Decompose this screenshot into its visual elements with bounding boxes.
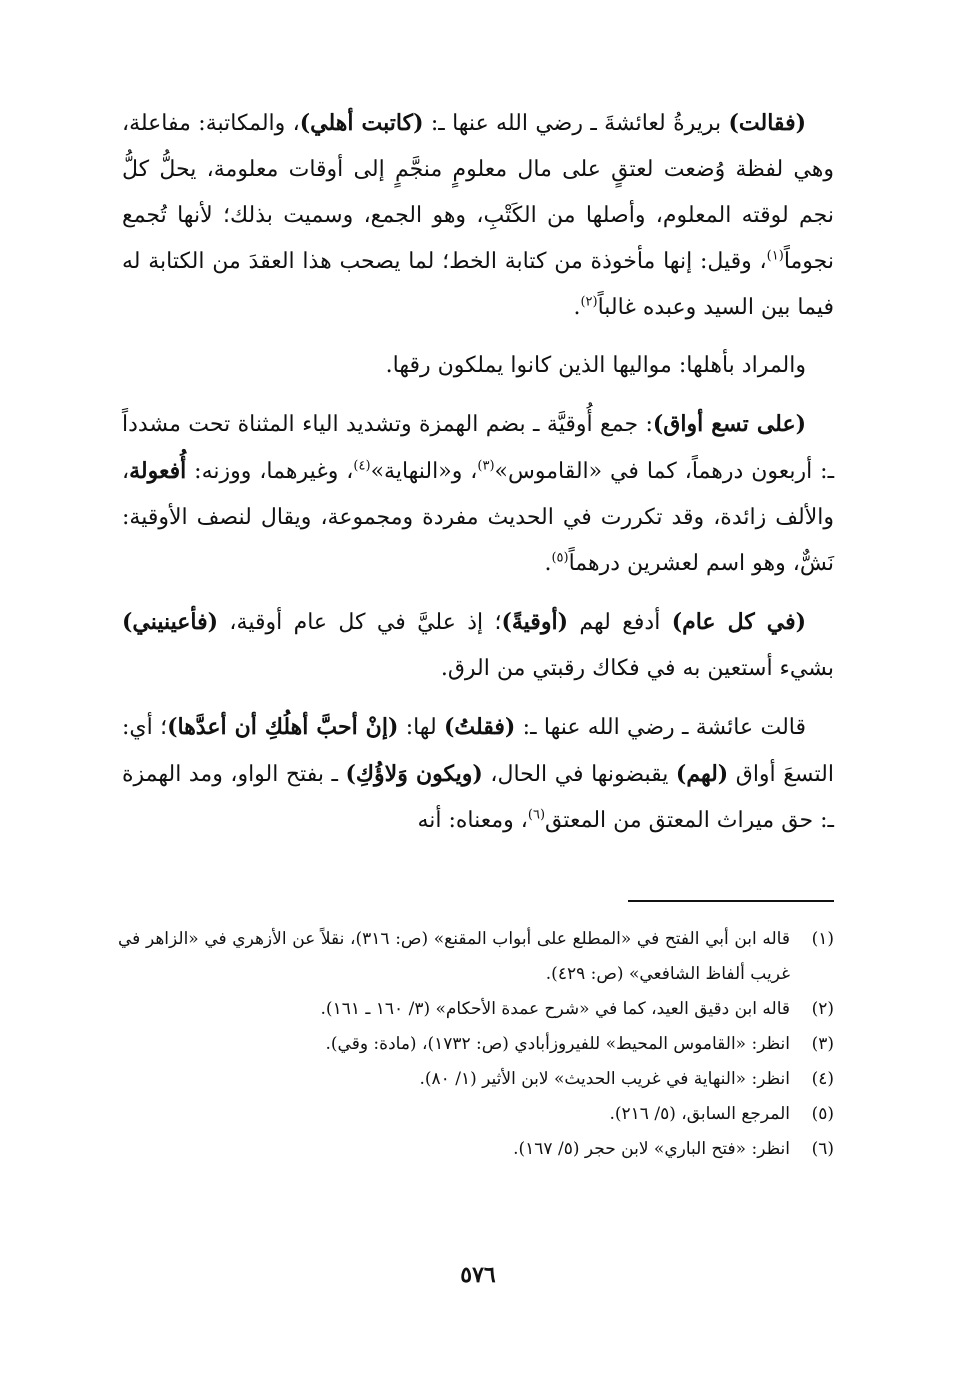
footnote-ref-5[interactable]: (٥): [551, 550, 569, 566]
footnote-text: المرجع السابق، (٥/ ٢١٦).: [609, 1104, 790, 1124]
quote-wa-yakun-walauki: (ويكون وَلاؤُكِ): [345, 761, 483, 787]
text-run: ، والمكاتبة: مفاعلة، وهي لفظة وُضعت لعتقٍ على مال معلومٍ منجَّمٍ إلى أوقات معلومة، يحلُّ كلُّ نجم لوقته المعلوم، وأصلها من الكَتْبِ، وهو الجمع، وسميت بذلك؛ لأنها تُجمع نجوماً: [122, 111, 834, 274]
paragraph-3: [122, 401, 834, 587]
text-run: ، ومعناه: أنه: [417, 808, 528, 833]
text-run: يقبضونها في الحال،: [482, 762, 676, 787]
quote-tis-awaq: (على تسع أواق): [652, 411, 806, 437]
text-run: والمراد بأهلها: مواليها الذين كانوا يملكون رقها.: [385, 353, 806, 378]
text-run: ، و«النهاية»: [370, 459, 478, 484]
quote-fainini: (فأعينيني): [122, 609, 219, 635]
footnote-2: [118, 992, 834, 1027]
footnote-number: (٤): [811, 1069, 834, 1089]
footnote-1: [118, 922, 834, 992]
footnote-3: [118, 1027, 834, 1062]
text-run: ، وقيل: إنها مأخوذة من كتابة الخط؛ لما يصحب هذا العقدَ من الكتابة له فيما بين السيد وعبده غالباً: [122, 249, 834, 320]
footnote-ref-1[interactable]: (١): [766, 248, 784, 264]
quote-katabat-ahli: (كاتبت أهلي): [299, 110, 424, 136]
footnote-6: [118, 1132, 834, 1167]
term-ufula: أُفعولة: [129, 458, 187, 484]
footnote-text: انظر: «فتح الباري» لابن حجر (٥/ ١٦٧).: [513, 1139, 790, 1159]
paragraph-2: [122, 343, 834, 389]
footnote-ref-2[interactable]: (٢): [580, 294, 598, 310]
footnote-text: انظر: «النهاية في غريب الحديث» لابن الأثير (١/ ٨٠).: [419, 1069, 790, 1089]
footnote-number: (٦): [811, 1139, 834, 1159]
footnote-text: انظر: «القاموس المحيط» للفيروزأبادي (ص: ١٧٣٢)، (مادة: وقي).: [325, 1034, 790, 1054]
footnote-separator: [628, 900, 834, 902]
footnote-ref-6[interactable]: (٦): [527, 807, 546, 823]
text-run: .: [544, 551, 552, 576]
quote-uqiyatan: (أوقيةً): [501, 609, 568, 635]
page-number: ٥٧٦: [460, 1262, 496, 1288]
quote-lahum: (لهم): [675, 761, 729, 787]
text-run: لها:: [398, 715, 444, 740]
footnote-ref-3[interactable]: (٣): [477, 458, 495, 474]
paragraph-4: [122, 599, 834, 692]
footnote-number: (٢): [811, 999, 834, 1019]
text-run: ، وغيرهما، ووزنه:: [186, 459, 354, 484]
footnote-text: قاله ابن دقيق العيد، كما في «شرح عمدة الأحكام» (٣/ ١٦٠ ـ ١٦١).: [320, 999, 790, 1019]
quote-in-ahabba: (إنْ أحبَّ أهلُكِ أن أعدَّها): [167, 714, 399, 740]
footnote-ref-4[interactable]: (٤): [353, 458, 371, 474]
quote-faqultu: (فقلتُ): [443, 714, 516, 740]
main-text: [122, 100, 834, 856]
footnote-number: (٥): [811, 1104, 834, 1124]
text-run: بريرةُ لعائشةَ ـ رضي الله عنها ـ:: [423, 111, 729, 136]
footnote-number: (٣): [811, 1034, 834, 1054]
footnote-4: [118, 1062, 834, 1097]
text-run: بشيء أستعين به في فكاك رقبتي من الرق.: [440, 656, 834, 681]
text-run: ، والألف زائدة، وقد تكررت في الحديث مفردة ومجموعة، ويقال لنصف الأوقية: نَشٌّ، وهو اسم لعشرين درهماً: [122, 459, 835, 576]
text-run: ؛ أي: التسعَ أواق: [122, 715, 834, 787]
text-run: .: [573, 295, 581, 320]
footnote-text: قاله ابن أبي الفتح في «المطلع على أبواب المقنع» (ص: ٣١٦)، نقلاً عن الأزهري في «الزاهر في غريب ألفاظ الشافعي» (ص: ٤٢٩).: [118, 929, 790, 984]
paragraph-5: [122, 704, 834, 844]
text-run: أدفع لهم: [567, 610, 672, 635]
text-run: : جمع أُوقيَّة ـ بضم الهمزة وتشديد الياء المثناة تحت مشدداً ـ: أربعون درهماً، كما في «القاموس»: [122, 412, 835, 484]
paragraph-1: [122, 100, 834, 331]
quote-faqalat: (فقالت): [728, 110, 806, 136]
text-run: ؛ إذ عليَّ في كل عام أوقية،: [218, 610, 502, 635]
footnotes-section: [118, 922, 834, 1167]
footnote-5: [118, 1097, 834, 1132]
quote-kull-am: (في كل عام): [671, 609, 806, 635]
text-run: قالت عائشة ـ رضي الله عنها ـ:: [515, 715, 806, 740]
text-run: ـ بفتح الواو، ومد الهمزة ـ: حق ميراث المعتق من المعتق: [122, 762, 834, 833]
footnote-number: (١): [811, 929, 834, 949]
